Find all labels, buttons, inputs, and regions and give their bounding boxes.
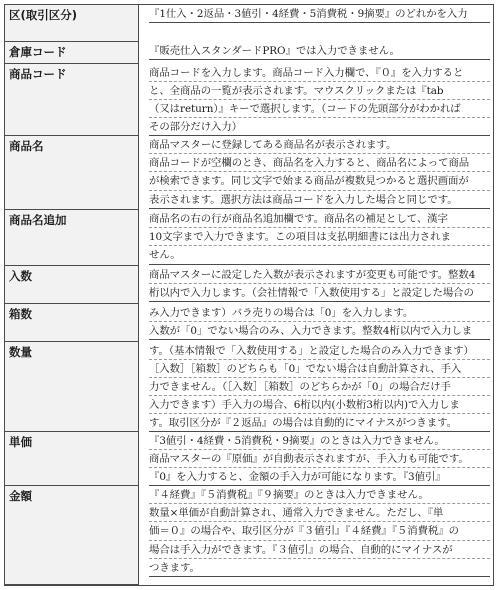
description-line: その部分だけ入力）: [149, 118, 490, 136]
field-label: 金額: [5, 486, 139, 585]
field-description: [139, 42, 493, 64]
description-line: 商品マスターの『原価』が自動表示されますが、手入力も可能です。: [149, 450, 490, 468]
field-description-table: [4, 4, 494, 586]
table-row: [4, 136, 494, 210]
field-label: 商品名追加: [5, 210, 139, 266]
field-label: 商品コード: [5, 64, 139, 136]
field-description: [139, 342, 493, 432]
field-label: 区(取引区分): [5, 5, 139, 42]
field-description: [139, 5, 493, 42]
description-line: 表示されます。選択方法は商品コードを入力した場合と同じです。: [149, 191, 490, 209]
description-line: す。取引区分が『２返品』の場合は自動的にマイナスがつきます。: [149, 414, 490, 432]
description-line: 桁以内で入力します。（会社情報で「入数使用する」と設定した場合の: [149, 284, 490, 302]
description-line: 10文字まで入力できます。この項目は支払明細書には出力されま: [149, 228, 490, 246]
field-description: [139, 64, 493, 136]
table-row: [4, 342, 494, 432]
description-line: 『販売仕入スタンダードPRO』では入力できません。: [149, 42, 490, 60]
field-label: 入数: [5, 266, 139, 304]
description-line: 力できません。（［入数］［箱数］のどちらかが「0」の場合だけ手: [149, 378, 490, 396]
field-description: [139, 136, 493, 210]
description-line: つきます。: [149, 559, 490, 577]
field-description: [139, 266, 493, 304]
table-row: [4, 64, 494, 136]
field-label: 箱数: [5, 304, 139, 342]
description-line: ［入数］［箱数］のどちらも「0」でない場合は自動計算され、手入: [149, 360, 490, 378]
description-line: み入力できます）バラ売りの場合は「0」を入力します。: [149, 304, 490, 322]
description-line: 商品コードが空欄のとき、商品名を入力すると、商品名によって商品: [149, 154, 490, 172]
description-line: 商品マスターに設定した入数が表示されますが変更も可能です。整数4: [149, 266, 490, 284]
table-row: [4, 42, 494, 64]
field-description: [139, 210, 493, 266]
table-row: [4, 486, 494, 586]
table-row: [4, 210, 494, 266]
description-line: 『0』を入力すると、金額の手入力が可能になります。『3値引』: [149, 468, 490, 486]
description-line: す。（基本情報で「入数使用する」と設定した場合のみ入力できます）: [149, 342, 490, 360]
field-label: 単価: [5, 432, 139, 486]
description-line: が検索できます。同じ文字で始まる商品が複数見つかると選択画面が: [149, 172, 490, 190]
description-line: 商品マスターに登録してある商品名が表示されます。: [149, 136, 490, 154]
field-label: 倉庫コード: [5, 42, 139, 64]
field-description: [139, 486, 493, 585]
description-line: 場合は手入力ができます。『３値引』の場合、自動的にマイナスが: [149, 541, 490, 559]
description-line: 商品名の右の行が商品名追加欄です。商品名の補足として、漢字: [149, 210, 490, 228]
description-line: 入数が「0」でない場合のみ、入力できます。整数4桁以内で入力しま: [149, 322, 490, 340]
table-row: [4, 304, 494, 342]
description-line: せん。: [149, 246, 490, 264]
description-line: 数量×単価が自動計算され、通常入力できません。ただし、『単: [149, 504, 490, 522]
table-row: [4, 4, 494, 42]
description-line: 『1仕入・2返品・3値引・4経費・5消費税・9摘要』のどれかを入力: [149, 5, 490, 23]
description-line: 入力できます）手入力の場合、6桁以内(小数桁3桁以内)で入力しま: [149, 396, 490, 414]
field-label: 商品名: [5, 136, 139, 210]
description-line: と、全商品の一覧が表示されます。マウスクリックまたは『tab: [149, 82, 490, 100]
description-line: 商品コードを入力します。商品コード入力欄で、『０』を入力すると: [149, 64, 490, 82]
description-line: （又はreturn）』キーで選択します。（コードの先頭部分がわかれば: [149, 100, 490, 118]
field-description: [139, 432, 493, 486]
field-description: [139, 304, 493, 342]
field-label: 数量: [5, 342, 139, 432]
table-row: [4, 432, 494, 486]
description-line: 『４経費』『５消費税』『９摘要』のときは入力できません。: [149, 486, 490, 504]
description-line: 『3値引・4経費・5消費税・9摘要』のときは入力できません。: [149, 432, 490, 450]
description-line: 価＝０』の場合や、取引区分が『３値引』『４経費』『５消費税』の: [149, 522, 490, 540]
table-row: [4, 266, 494, 304]
